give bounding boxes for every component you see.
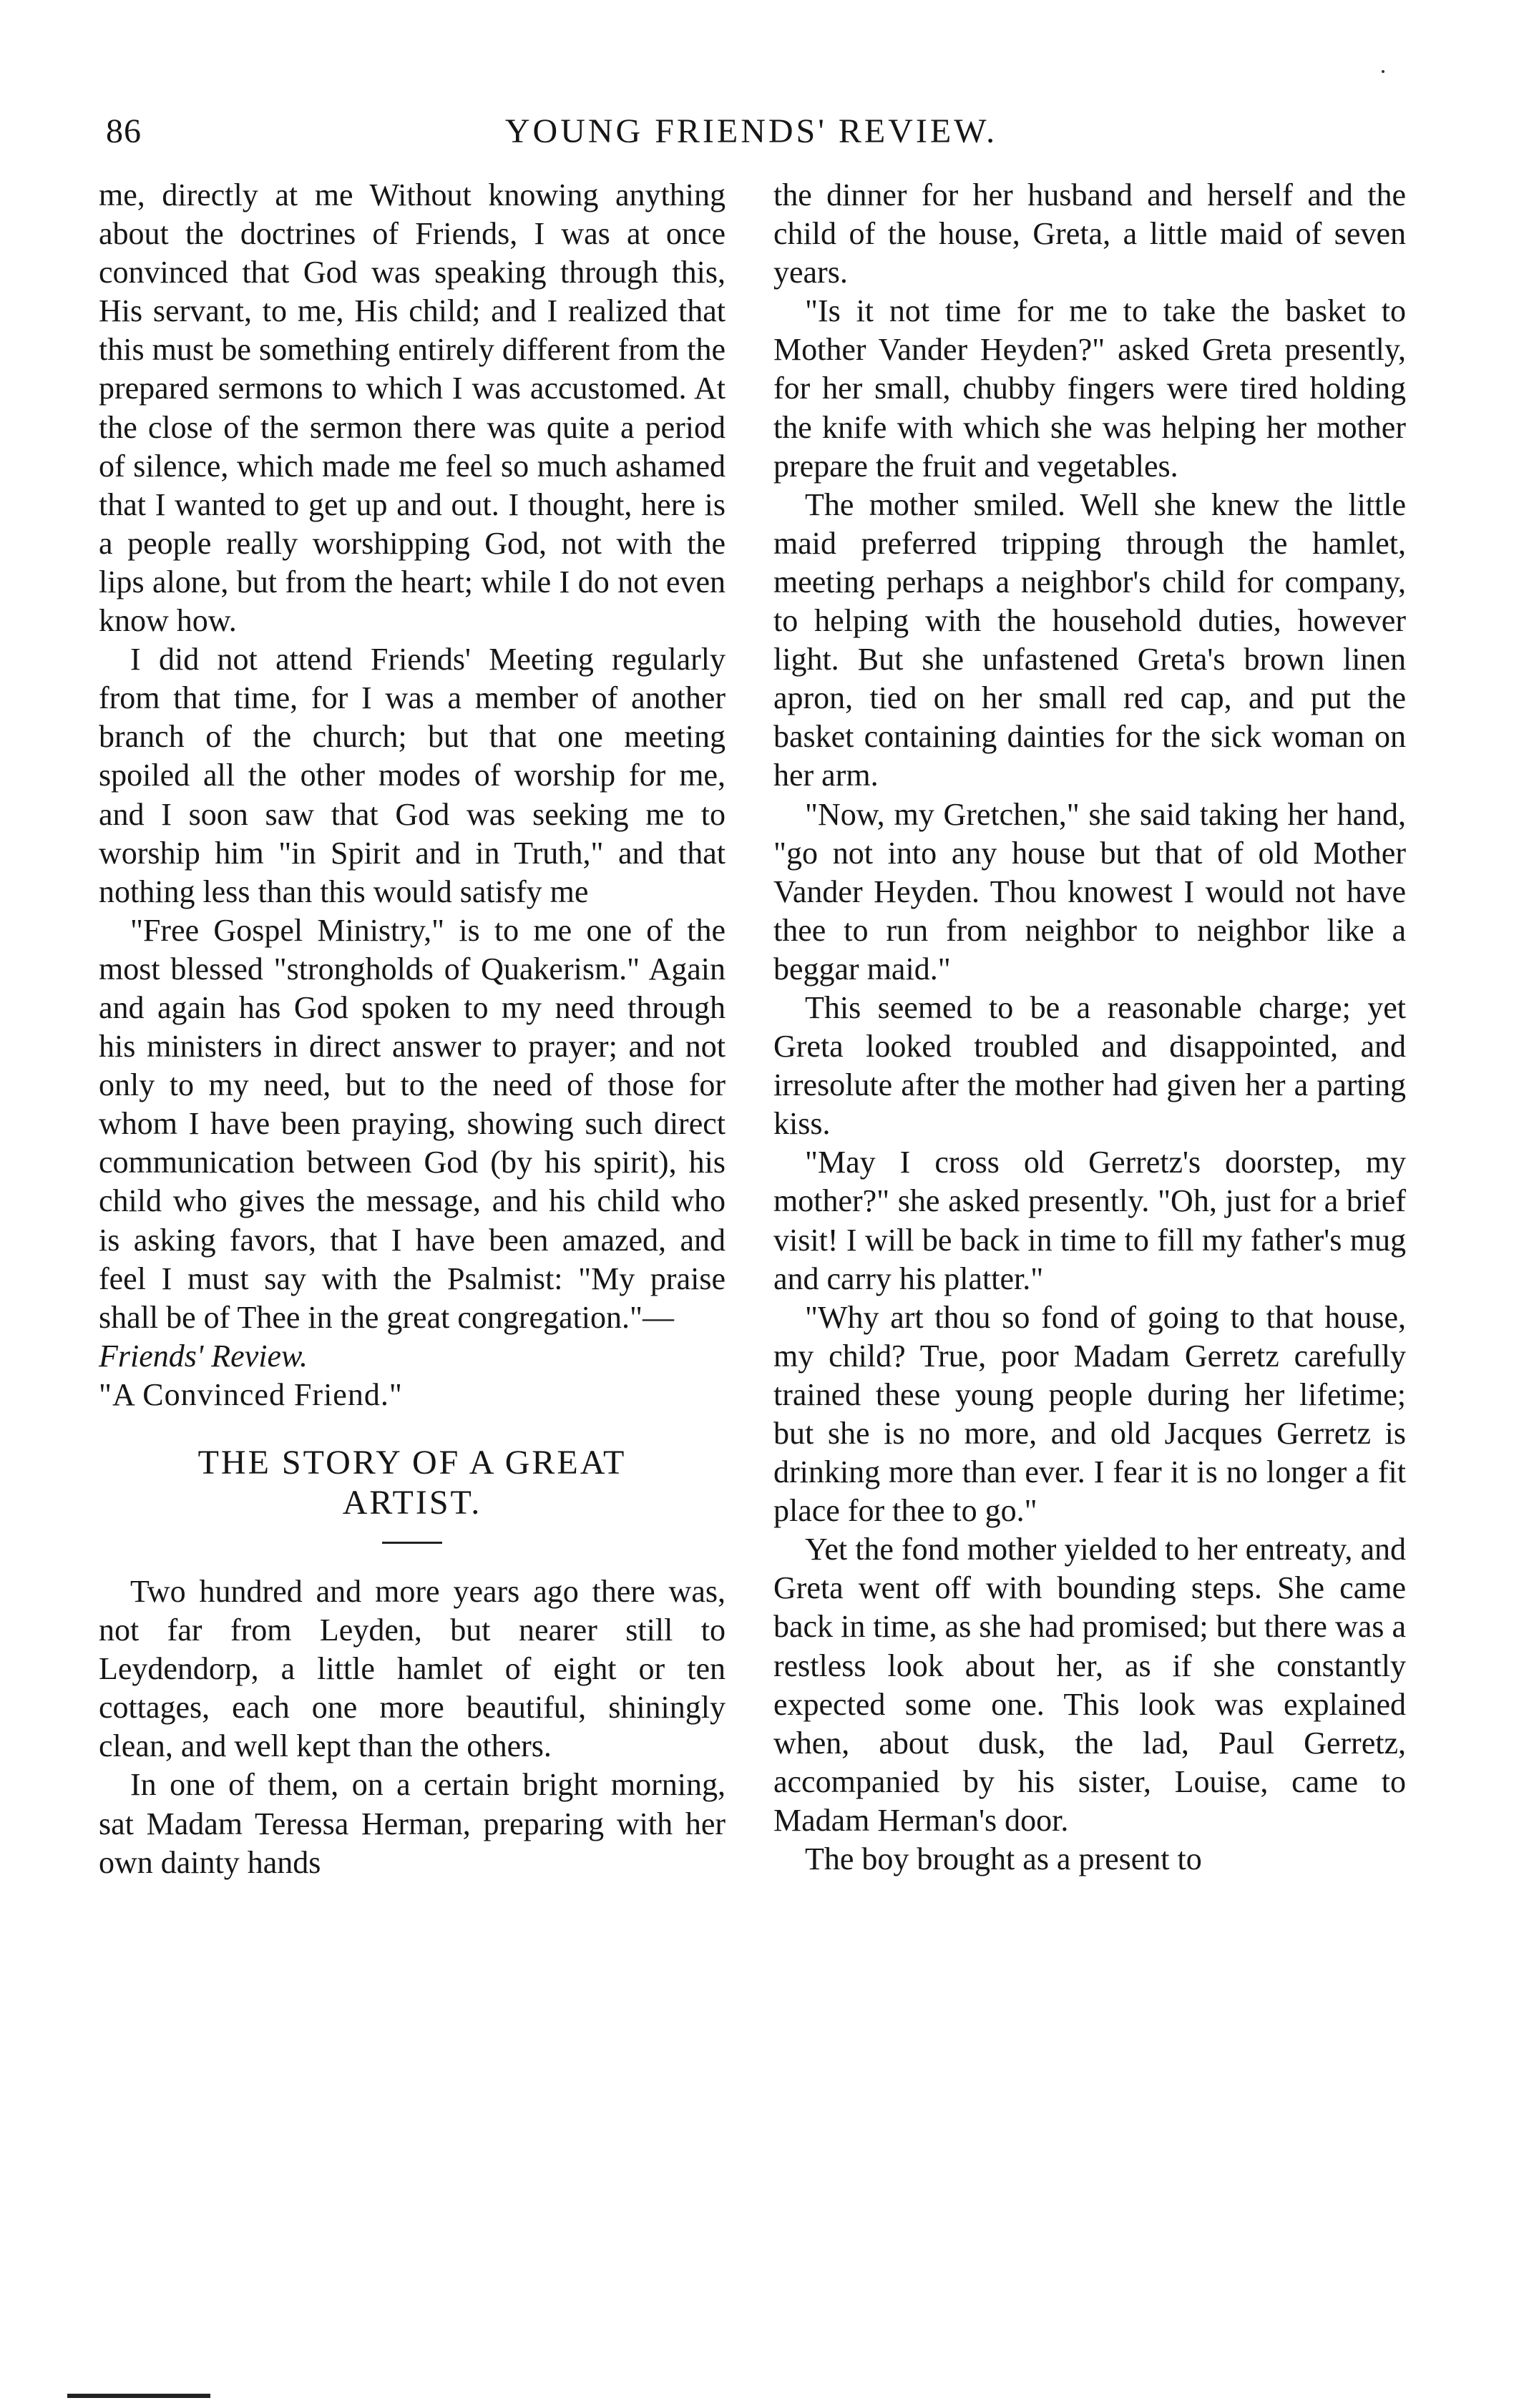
paragraph: "Is it not time for me to take the basket to Mother Vander Heyden?" asked Greta presently, for her small, chubby fingers were tired holding the knife with which she was helping her mother prepare the fruit and vegetables. [773, 293, 1406, 484]
article-title-line: ARTIST. [342, 1484, 482, 1522]
signature: "A Convinced Friend." [99, 1376, 403, 1412]
article-title [99, 1443, 726, 1523]
page-number: 86 [106, 112, 142, 150]
paragraph: "Why art thou so fond of going to that house, my child? True, poor Madam Gerretz carefully trained these young people during her lifetime; but she is no more, and old Jacques Gerretz is drinking more than ever. I fear it is no longer a fit place for thee to go." [773, 1299, 1406, 1529]
paragraph: The mother smiled. Well she knew the little maid preferred tripping through the hamlet, meeting perhaps a neighbor's child for company, to helping with the household duties, however light. But she unfastened Greta's brown linen apron, tied on her small red cap, and put the basket containing dainties for the sick woman on her arm. [773, 486, 1406, 793]
paragraph: The boy brought as a present to [805, 1841, 1202, 1877]
paragraph: "Free Gospel Ministry," is to me one of the most blessed "strongholds of Quakerism." Again and again has God spoken to my need through his ministers in direct answer to prayer; and not only to my need, but to the need of those for whom I have been praying, showing such direct communication between God (by his spirit), his child who gives the message, and his child who is asking favors, that I have been amazed, and feel I must say with the Psalmist: "My praise shall be of Thee in the great congregation."— [99, 912, 726, 1335]
paragraph: Two hundred and more years ago there was, not far from Leyden, but nearer still to Leydendorp, a little hamlet of eight or ten cottages, each one more beautiful, shiningly clean, and well kept than the others. [99, 1574, 726, 1764]
running-title: YOUNG FRIENDS' REVIEW. [504, 112, 998, 150]
left-column [99, 176, 726, 1882]
paragraph: I did not attend Friends' Meeting regularly from that time, for I was a member of another branch of the church; but that one meeting spoiled all the other modes of worship for me, and I soon saw that God was seeking me to worship him "in Spirit and in Truth," and that nothing less than this would satisfy me [99, 642, 726, 909]
paragraph: "May I cross old Gerretz's doorstep, my mother?" she asked presently. "Oh, just for a brief visit! I will be back in time to fill my father's mug and carry his platter." [773, 1145, 1406, 1296]
title-rule [382, 1542, 442, 1544]
right-column [773, 176, 1406, 1879]
paragraph: me, directly at me Without knowing anything about the doctrines of Friends, I was at once convinced that God was speaking through this, His servant, to me, His child; and I realized that this must be something entirely different from the prepared sermons to which I was accustomed. At the close of the sermon there was quite a period of silence, which made me feel so much ashamed that I wanted to get up and out. I thought, here is a people really worshipping God, not with the lips alone, but from the heart; while I do not even know how. [99, 177, 726, 639]
paragraph: In one of them, on a certain bright morning, sat Madam Teressa Herman, preparing with her own dainty hands [99, 1767, 726, 1880]
paragraph: the dinner for her husband and herself and the child of the house, Greta, a little maid of seven years. [773, 177, 1406, 290]
paragraph: Yet the fond mother yielded to her entreaty, and Greta went off with bounding steps. She came back in time, as she had promised; but there was a restless look about her, as if she constantly expected some one. This look was explained when, about dusk, the lad, Paul Gerretz, accompanied by his sister, Louise, came to Madam Herman's door. [773, 1532, 1406, 1838]
print-speck [1382, 70, 1384, 73]
article-title-line: THE STORY OF A GREAT [197, 1444, 627, 1482]
source-citation: Friends' Review. [99, 1338, 308, 1374]
paragraph: This seemed to be a reasonable charge; yet Greta looked troubled and disappointed, and irresolute after the mother had given her a parting kiss. [773, 989, 1406, 1142]
paragraph: "Now, my Gretchen," she said taking her hand, "go not into any house but that of old Mother Vander Heyden. Thou knowest I would not have thee to run from neighbor to neighbor like a beggar maid." [773, 796, 1406, 987]
footer-rule [67, 2394, 210, 2398]
